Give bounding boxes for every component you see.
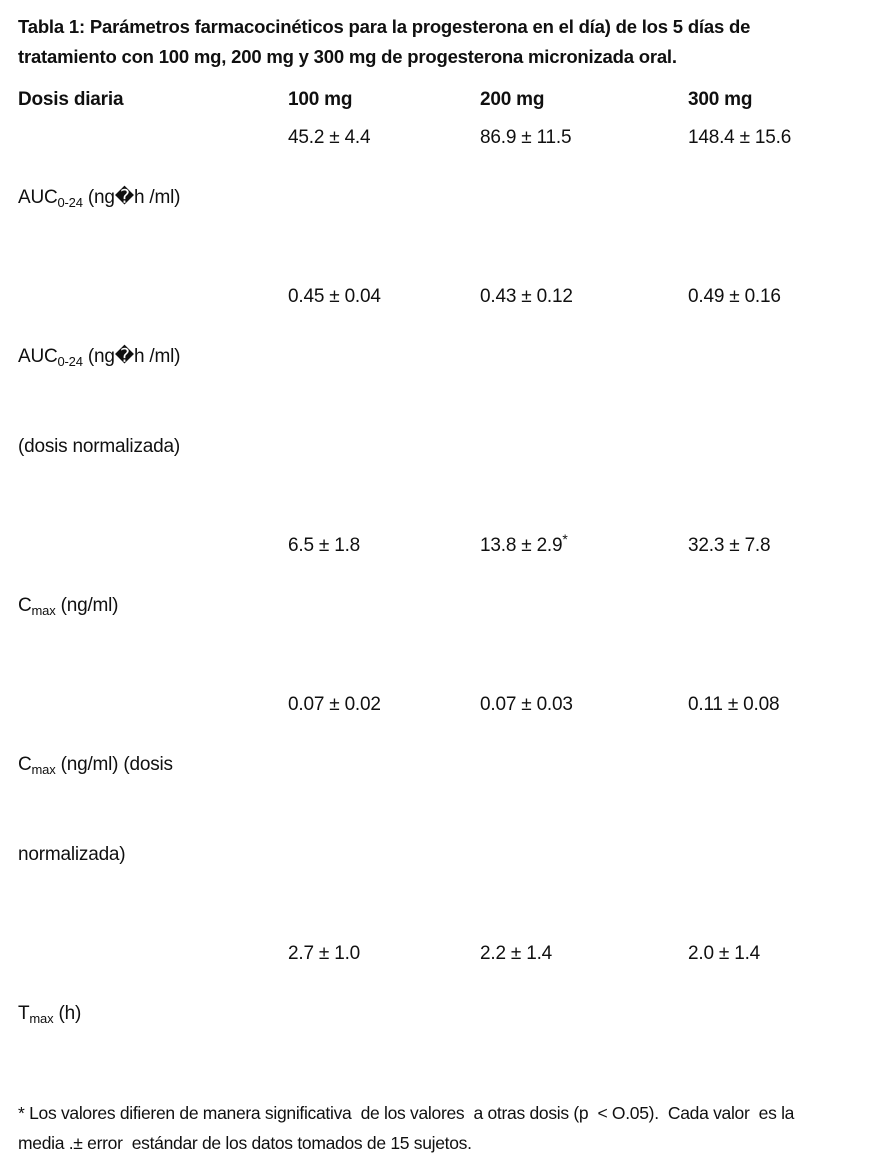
table-title-line-2: tratamiento con 100 mg, 200 mg y 300 mg de progesterona micronizada oral. <box>18 46 677 67</box>
row-label-line-2: (dosis normalizada) <box>18 436 180 457</box>
table-row-cmax-normalizada <box>18 690 875 930</box>
pk-table <box>18 85 875 1089</box>
cell-cmax-norm-200mg: 0.07 ± 0.03 <box>480 694 573 715</box>
cell-auc-norm-100mg: 0.45 ± 0.04 <box>288 286 381 307</box>
column-header-dosis-diaria: Dosis diaria <box>18 89 124 110</box>
cell-cmax-300mg: 32.3 ± 7.8 <box>688 535 771 556</box>
table-title <box>18 12 875 72</box>
row-label-text <box>18 750 288 780</box>
label-subscript: 0-24 <box>57 354 83 369</box>
cell-tmax-200mg: 2.2 ± 1.4 <box>480 943 553 964</box>
cell-auc-norm-300mg: 0.49 ± 0.16 <box>688 286 781 307</box>
significance-asterisk: * <box>562 531 568 547</box>
label-units: (ng�h /ml) <box>82 346 181 367</box>
table-title-line-1: Tabla 1: Parámetros farmacocinéticos para la progesterona en el día) de los 5 días de <box>18 16 751 37</box>
label-symbol: AUC <box>18 346 58 367</box>
row-label-text <box>18 999 288 1029</box>
row-label-line-2: normalizada) <box>18 844 126 865</box>
label-subscript: 0-24 <box>57 195 83 210</box>
table-footnote <box>18 1098 875 1158</box>
cell-auc-100mg: 45.2 ± 4.4 <box>288 127 371 148</box>
cell-tmax-300mg: 2.0 ± 1.4 <box>688 943 761 964</box>
cell-cmax-norm-100mg: 0.07 ± 0.02 <box>288 694 381 715</box>
row-label-text <box>18 342 288 372</box>
label-subscript: max <box>31 603 56 618</box>
row-label-text <box>18 183 288 213</box>
column-header-200mg: 200 mg <box>480 89 545 110</box>
column-header-300mg: 300 mg <box>688 89 753 110</box>
footnote-line-1: * Los valores difieren de manera significativa de los valores a otras dosis (p < O.05). Cada valor es la <box>18 1103 795 1123</box>
label-symbol: C <box>18 754 32 775</box>
label-symbol: T <box>18 1003 30 1024</box>
cell-auc-norm-200mg: 0.43 ± 0.12 <box>480 286 573 307</box>
row-label-cmax <box>18 531 288 681</box>
table-row-tmax <box>18 939 875 1089</box>
row-label-text <box>18 591 288 621</box>
label-symbol: AUC <box>18 187 58 208</box>
cell-tmax-100mg: 2.7 ± 1.0 <box>288 943 361 964</box>
column-header-100mg: 100 mg <box>288 89 353 110</box>
row-label-cmax-normalizada <box>18 690 288 930</box>
table-header-row <box>18 85 875 115</box>
table-row-cmax <box>18 531 875 681</box>
table-row-auc-normalizada <box>18 282 875 522</box>
cell-cmax-100mg: 6.5 ± 1.8 <box>288 535 361 556</box>
label-symbol: C <box>18 595 32 616</box>
label-subscript: max <box>31 762 56 777</box>
cell-cmax-norm-300mg: 0.11 ± 0.08 <box>688 694 780 715</box>
row-label-auc-normalizada <box>18 282 288 522</box>
label-subscript: max <box>29 1011 54 1026</box>
row-label-auc <box>18 123 288 273</box>
label-units: (ng�h /ml) <box>82 187 181 208</box>
label-units: (h) <box>53 1003 82 1024</box>
label-units: (ng/ml) <box>55 595 119 616</box>
row-label-tmax <box>18 939 288 1089</box>
cell-auc-200mg: 86.9 ± 11.5 <box>480 127 572 148</box>
label-units: (ng/ml) (dosis <box>55 754 173 775</box>
cell-value: 13.8 ± 2.9 <box>480 535 563 556</box>
cell-auc-300mg: 148.4 ± 15.6 <box>688 127 792 148</box>
table-row-auc <box>18 123 875 273</box>
footnote-line-2: media .± error estándar de los datos tomados de 15 sujetos. <box>18 1133 472 1153</box>
cell-cmax-200mg <box>480 531 688 681</box>
